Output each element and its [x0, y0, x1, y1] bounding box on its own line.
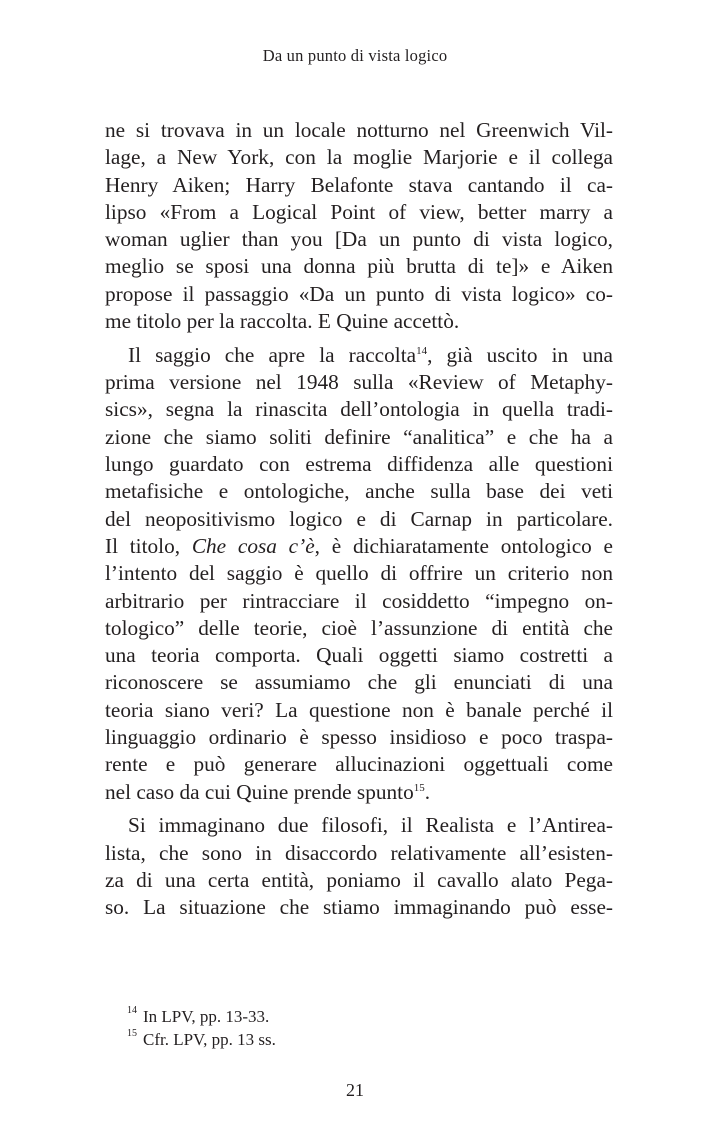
- text-segment: zione che siamo soliti definire “analitica” e che ha a: [105, 424, 613, 449]
- text-segment: meglio se sposi una donna più brutta di te]» e Aiken: [105, 254, 613, 279]
- text-line: [105, 812, 613, 839]
- paragraph: [105, 117, 613, 335]
- text-segment: , già uscito in una: [427, 342, 614, 367]
- page-number: 21: [346, 1080, 364, 1100]
- text-line: [105, 724, 613, 751]
- text-line: [105, 867, 613, 894]
- paragraph: [105, 812, 613, 921]
- text-segment: arbitrario per rintracciare il cosiddetto “impegno on-: [105, 588, 613, 613]
- text-segment: Si immaginano due filosofi, il Realista e l’Antirea-: [128, 813, 613, 838]
- text-segment: za di una certa entità, poniamo il cavallo alato Pega-: [105, 868, 613, 893]
- footnotes: [127, 1005, 276, 1051]
- text-segment: lungo guardato con estrema diffidenza alle questioni: [105, 452, 613, 477]
- text-line: [105, 478, 613, 505]
- text-segment: lipso «From a Logical Point of view, better marry a: [105, 199, 613, 224]
- text-segment: rente e può generare allucinazioni oggettuali come: [105, 752, 613, 777]
- paragraph: [105, 342, 613, 806]
- text-segment: propose il passaggio «Da un punto di vista logico» co-: [105, 281, 613, 306]
- text-line: [105, 451, 613, 478]
- text-segment: tologico” delle teorie, cioè l’assunzione di entità che: [105, 615, 613, 640]
- italic-title: Che cosa c’è: [191, 533, 315, 558]
- text-line: [105, 424, 613, 451]
- text-line: [105, 506, 613, 533]
- footnote: [127, 1005, 276, 1028]
- text-line: [105, 894, 613, 921]
- footnote-number: 14: [127, 1005, 137, 1016]
- text-line: [105, 308, 613, 335]
- text-line: [105, 144, 613, 171]
- text-segment: , è dichiaratamente ontologico e: [314, 533, 613, 558]
- text-segment: Il saggio che apre la raccolta: [128, 342, 417, 367]
- text-segment: lage, a New York, con la moglie Marjorie e il collega: [105, 145, 613, 170]
- text-line: [105, 588, 613, 615]
- text-line: [105, 779, 613, 806]
- text-line: [105, 751, 613, 778]
- text-line: [105, 342, 613, 369]
- text-line: [105, 281, 613, 308]
- footnote-ref: 15: [413, 781, 425, 794]
- text-line: [105, 199, 613, 226]
- footnote-ref: 14: [416, 344, 428, 357]
- text-line: [105, 697, 613, 724]
- text-segment: woman uglier than you [Da un punto di vista logico,: [105, 227, 613, 252]
- text-segment: .: [424, 779, 431, 804]
- footnote: [127, 1028, 276, 1051]
- text-segment: metafisiche e ontologiche, anche sulla base dei veti: [105, 479, 613, 504]
- text-line: [105, 669, 613, 696]
- footnote-text: Cfr. LPV, pp. 13 ss.: [143, 1030, 276, 1049]
- text-segment: del neopositivismo logico e di Carnap in particolare.: [105, 506, 613, 531]
- text-segment: sics», segna la rinascita dell’ontologia in quella tradi-: [105, 397, 613, 422]
- text-line: [105, 172, 613, 199]
- text-segment: prima versione nel 1948 sulla «Review of Metaphy-: [105, 370, 613, 395]
- text-line: [105, 396, 613, 423]
- text-segment: l’intento del saggio è quello di offrire un criterio non: [105, 561, 613, 586]
- text-line: [105, 615, 613, 642]
- running-header: Da un punto di vista logico: [262, 46, 448, 65]
- text-line: [105, 533, 613, 560]
- text-segment: Il titolo,: [105, 533, 192, 558]
- text-line: [105, 560, 613, 587]
- footnote-text: In LPV, pp. 13-33.: [143, 1007, 270, 1026]
- text-segment: me titolo per la raccolta. E Quine accettò.: [105, 309, 460, 334]
- text-segment: linguaggio ordinario è spesso insidioso e poco traspa-: [105, 725, 613, 750]
- footnote-number: 15: [127, 1028, 137, 1039]
- text-line: [105, 117, 613, 144]
- text-line: [105, 642, 613, 669]
- body-text: [105, 117, 613, 928]
- text-segment: riconoscere se assumiamo che gli enunciati di una: [105, 670, 613, 695]
- text-line: [105, 840, 613, 867]
- text-segment: so. La situazione che stiamo immaginando può esse-: [105, 895, 613, 920]
- text-segment: nel caso da cui Quine prende spunto: [105, 779, 414, 804]
- text-line: [105, 369, 613, 396]
- text-line: [105, 253, 613, 280]
- text-segment: teoria siano veri? La questione non è banale perché il: [105, 697, 613, 722]
- text-line: [105, 226, 613, 253]
- text-segment: Henry Aiken; Harry Belafonte stava cantando il ca-: [105, 172, 613, 197]
- text-segment: una teoria comporta. Quali oggetti siamo costretti a: [105, 643, 613, 668]
- text-segment: lista, che sono in disaccordo relativamente all’esisten-: [105, 840, 613, 865]
- text-segment: ne si trovava in un locale notturno nel Greenwich Vil-: [105, 118, 613, 142]
